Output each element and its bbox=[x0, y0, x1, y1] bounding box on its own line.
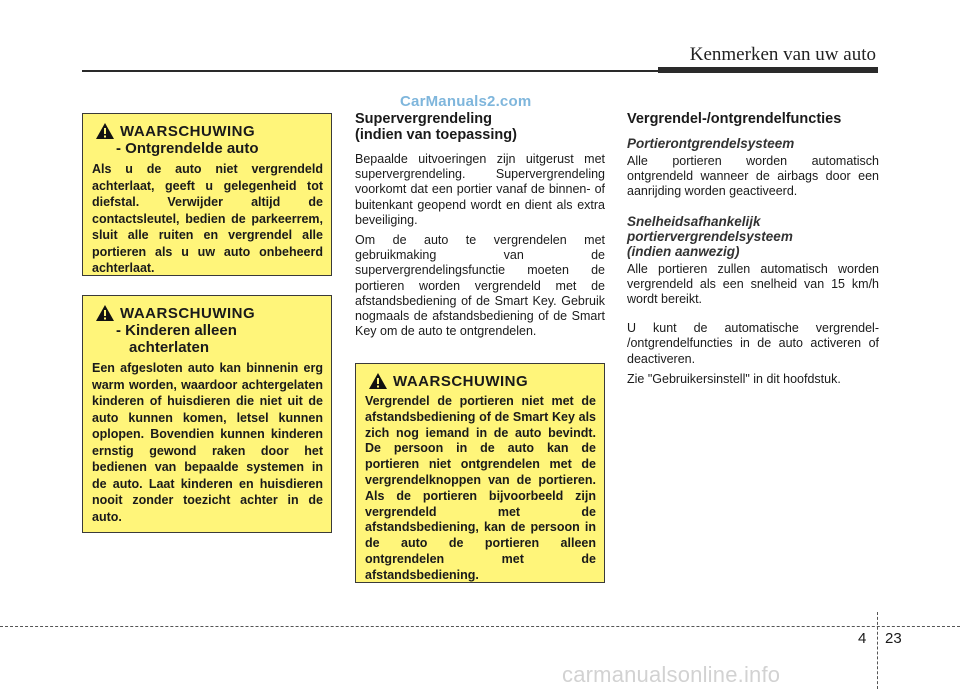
warning-triangle-icon bbox=[95, 304, 115, 322]
header-rule bbox=[82, 70, 658, 72]
warning-header bbox=[365, 372, 596, 390]
subsection-title-line3: (indien aanwezig) bbox=[627, 243, 740, 259]
warning-box-unlocked-car bbox=[82, 113, 332, 276]
section-title: Vergrendel-/ontgrendelfuncties bbox=[627, 111, 842, 127]
warning-box-children bbox=[82, 295, 332, 533]
warning-subtitle-line1: - Kinderen alleen bbox=[116, 322, 237, 339]
section-supervergrendeling bbox=[355, 111, 605, 344]
warning-body: Vergrendel de portieren niet met de afstandsbediening of de Smart Key als zich nog iemand in de auto bevindt. De persoon in de auto kan de portieren niet ontgrendelen met de vergrendelknoppen van de portieren. Als de portieren bijvoorbeeld zijn vergrendeld met de afstandsbediening, kan de persoon in de auto de portieren alleen ontgrendelen met de afstandsbediening. bbox=[365, 394, 596, 582]
warning-title: WAARSCHUWING bbox=[120, 304, 256, 322]
watermark-top[interactable]: CarManuals2.com bbox=[400, 93, 532, 110]
warning-header bbox=[92, 304, 323, 322]
paragraph: Alle portieren worden automatisch ontgrendeld wanneer de airbags door een aanrijding worden geactiveerd. bbox=[627, 154, 879, 199]
page-number: 23 bbox=[885, 630, 902, 647]
section-title-line1: Supervergrendeling bbox=[355, 111, 492, 127]
warning-title: WAARSCHUWING bbox=[393, 372, 529, 390]
warning-header bbox=[92, 122, 323, 140]
warning-box-smart-key bbox=[355, 363, 605, 583]
page-header-title: Kenmerken van uw auto bbox=[689, 44, 876, 65]
subsection-title-line1: Snelheidsafhankelijk bbox=[627, 213, 761, 229]
footer-rule bbox=[0, 626, 960, 627]
warning-subtitle-line2: achterlaten bbox=[129, 339, 210, 356]
section-lock-functions bbox=[627, 111, 879, 392]
warning-subtitle: - Ontgrendelde auto bbox=[116, 140, 259, 157]
subsection-title: Portierontgrendelsysteem bbox=[627, 136, 795, 151]
paragraph: Zie "Gebruikersinstell" in dit hoofdstuk. bbox=[627, 371, 841, 386]
warning-body: Als u de auto niet vergrendeld achterlaat, geeft u gelegenheid tot diefstal. Verwijder altijd de contactsleutel, bedien de parkeerrem, sluit alle ruiten en vergrendel alle portieren als u uw auto onbeheerd achterlaat. bbox=[92, 162, 323, 275]
warning-triangle-icon bbox=[368, 372, 388, 390]
chapter-number: 4 bbox=[858, 630, 867, 647]
subsection-title-line2: portiervergrendelsysteem bbox=[627, 228, 793, 244]
paragraph: Alle portieren zullen automatisch worden vergrendeld als een snelheid van 15 km/h wordt bereikt. bbox=[627, 261, 879, 307]
paragraph: Om de auto te vergrendelen met gebruikmaking van de supervergrendelingsfunctie moeten de portieren worden vergrendeld met de afstandsbediening of de Smart Key. Gebruik nogmaals de afstandsbediening of de Smart Key om de auto te ontgrendelen. bbox=[355, 233, 605, 339]
header-bar bbox=[658, 67, 878, 73]
warning-body: Een afgesloten auto kan binnenin erg warm worden, waardoor achtergelaten kinderen of huisdieren die niet uit de auto kunnen komen, letsel kunnen oplopen. Bovendien kunnen kinderen ernstig gewond raken door het bedienen van bepaalde systemen in de auto. Laat kinderen en huisdieren nooit zonder toezicht achter in de auto. bbox=[92, 361, 323, 524]
watermark-bottom[interactable]: carmanualsonline.info bbox=[562, 662, 781, 687]
paragraph: U kunt de automatische vergrendel- /ontgrendelfuncties in de auto activeren of deactiveren. bbox=[627, 321, 879, 366]
paragraph: Bepaalde uitvoeringen zijn uitgerust met supervergrendeling. Supervergrendeling voorkomt dat een portier vanaf de binnen- of buitenkant geopend wordt en dient als extra beveiliging. bbox=[355, 152, 605, 227]
footer-divider bbox=[877, 612, 878, 689]
warning-triangle-icon bbox=[95, 122, 115, 140]
section-title-line2: (indien van toepassing) bbox=[355, 127, 517, 143]
warning-title: WAARSCHUWING bbox=[120, 122, 256, 140]
